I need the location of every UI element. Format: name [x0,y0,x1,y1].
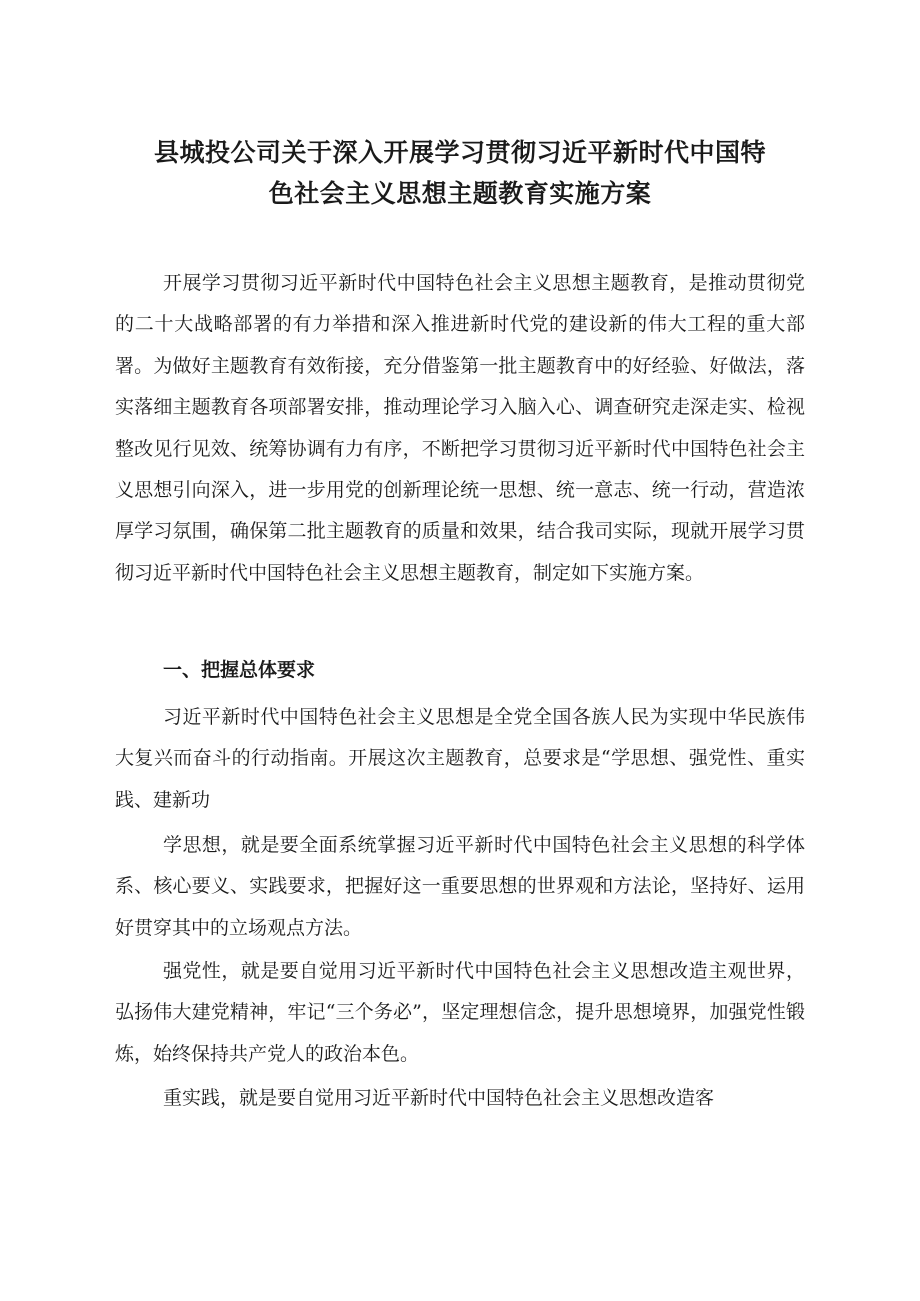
section-1-paragraph-1: 习近平新时代中国特色社会主义思想是全党全国各族人民为实现中华民族伟大复兴而奋斗的行动指南。开展这次主题教育，总要求是“学思想、强党性、重实践、建新功 [115,706,805,811]
document-title-line-1: 县城投公司关于深入开展学习贯彻习近平新时代中国特 [153,138,766,167]
document-title-line-2: 色社会主义思想主题教育实施方案 [268,179,652,208]
section-1-paragraph-3: 强党性，就是要自觉用习近平新时代中国特色社会主义思想改造主观世界，弘扬伟大建党精神，牢记“三个务必”，坚定理想信念，提升思想境界，加强党性锻炼，始终保持共产党人的政治本色。 [115,960,805,1065]
section-1-paragraph-4: 重实践，就是要自觉用习近平新时代中国特色社会主义思想改造客 [163,1087,715,1109]
intro-paragraph: 开展学习贯彻习近平新时代中国特色社会主义思想主题教育，是推动贯彻党的二十大战略部署的有力举措和深入推进新时代党的建设新的伟大工程的重大部署。为做好主题教育有效衔接，充分借鉴第一批主题教育中的好经验、好做法，落实落细主题教育各项部署安排，推动理论学习入脑入心、调查研究走深走实、检视整改见行见效、统筹协调有力有序，不断把学习贯彻习近平新时代中国特色社会主义思想引向深入，进一步用党的创新理论统一思想、统一意志、统一行动，营造浓厚学习氛围，确保第二批主题教育的质量和效果，结合我司实际，现就开展学习贯彻习近平新时代中国特色社会主义思想主题教育，制定如下实施方案。 [115,272,805,584]
section-1-paragraph-2: 学思想，就是要全面系统掌握习近平新时代中国特色社会主义思想的科学体系、核心要义、实践要求，把握好这一重要思想的世界观和方法论，坚持好、运用好贯穿其中的立场观点方法。 [115,834,805,939]
section-1-heading: 一、把握总体要求 [163,659,316,681]
